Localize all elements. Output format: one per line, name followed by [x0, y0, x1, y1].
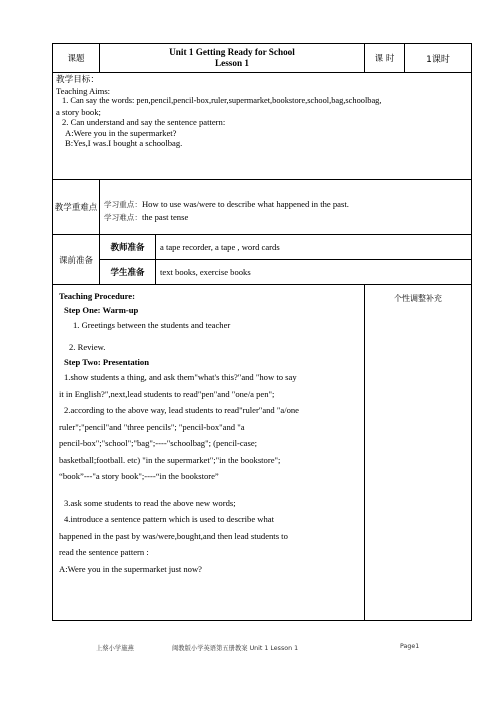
lesson-plan-table	[52, 43, 472, 621]
adjustment-column	[365, 285, 472, 621]
step-two-line: read the sentence pattern :	[59, 547, 149, 558]
aims-label-cn: 教学目标：	[56, 75, 99, 85]
key-point-value: How to use was/were to describe what happened in the past.	[141, 199, 349, 209]
prep-row-teacher	[53, 235, 472, 260]
aim-item-2: 2. Can understand and say the sentence pattern:	[62, 117, 226, 127]
teacher-prep-value: a tape recorder, a tape , word cards	[156, 235, 472, 260]
difficult-point	[104, 211, 467, 224]
adjustment-title: 个性调整补充	[394, 294, 442, 303]
step-two-line: pencil-box";"school";"bag";----"schoolbag"; (pencil-case;	[59, 438, 258, 449]
step-two-line: basketball;football. etc) "in the supermarket";"in the bookstore";	[59, 454, 281, 465]
aims-row	[53, 73, 472, 180]
step-two-title: Step Two: Presentation	[64, 356, 149, 367]
difficult-point-value: the past tense	[141, 212, 189, 222]
lesson-title-line1: Unit 1 Getting Ready for School	[169, 47, 295, 57]
aim-item-2b: B:Yes,I was.I bought a schoolbag.	[65, 138, 183, 148]
step-two-line: ruler";"pencil"and "three pencils"; "pencil-box"and "a	[59, 421, 245, 432]
step-two-lines-cont	[59, 495, 360, 578]
hours-label: 课 时	[365, 44, 405, 73]
key-point	[104, 198, 467, 211]
difficult-point-label: 学习难点：	[104, 213, 142, 222]
student-prep-value: text books, exercise books	[156, 260, 472, 285]
aim-item-2a: A:Were you in the supermarket?	[65, 127, 177, 138]
procedure-row	[53, 285, 472, 621]
step-two-line: “book”---"a story book";----“in the bookstore”	[59, 471, 219, 482]
footer-page: Page1	[400, 643, 420, 650]
header-row	[53, 44, 472, 73]
aims-label-en: Teaching Aims:	[56, 85, 111, 96]
focus-label: 教学重难点	[53, 180, 100, 235]
aim-item-1b: a story book;	[56, 106, 101, 117]
step-two-line: 4.introduce a sentence pattern which is used to describe what	[64, 514, 274, 525]
step-two-line: A:Were you in the supermarket just now?	[59, 563, 202, 574]
prep-label: 课前准备	[53, 235, 100, 285]
step-two-line: it in English?",next,lead students to read"pen"and "one/a pen";	[59, 388, 275, 399]
hours-value: 1课时	[405, 44, 472, 73]
teacher-prep-label: 教师准备	[100, 235, 156, 260]
focus-row	[53, 180, 472, 235]
student-prep-label: 学生准备	[100, 260, 156, 285]
lesson-plan-page	[52, 43, 471, 621]
step-one-item-1: 1. Greetings between the students and teacher	[73, 319, 231, 330]
step-two-lines	[59, 369, 360, 485]
step-two-line: 1.show students a thing, and ask them"what's this?"and "how to say	[64, 372, 297, 383]
key-point-label: 学习重点：	[104, 200, 142, 209]
step-one-item-2: 2. Review.	[69, 342, 106, 353]
step-two-line: 2.according to the above way, lead students to read"ruler"and "a/one	[64, 405, 299, 416]
step-two-line: 3.ask some students to read the above new words;	[64, 497, 236, 508]
lesson-title-line2: Lesson 1	[215, 58, 249, 68]
footer-course: 闽教版小学英语第五册教案 Unit 1 Lesson 1	[172, 645, 299, 652]
footer-school: 上蔡小学施燕	[96, 645, 134, 652]
teaching-aims	[53, 73, 472, 180]
lesson-title	[100, 44, 365, 73]
prep-row-student	[53, 260, 472, 285]
teaching-procedure	[53, 285, 365, 621]
step-one-title: Step One: Warm-up	[64, 305, 139, 316]
focus-content	[100, 180, 472, 235]
aim-item-1a: 1. Can say the words: pen,pencil,pencil-box,ruler,supermarket,bookstore,school,bag,schoolbag,	[62, 96, 382, 105]
topic-label: 课题	[53, 44, 100, 73]
step-two-line: happened in the past by was/were,bought,and then lead students to	[59, 530, 288, 541]
procedure-title: Teaching Procedure:	[59, 291, 135, 301]
